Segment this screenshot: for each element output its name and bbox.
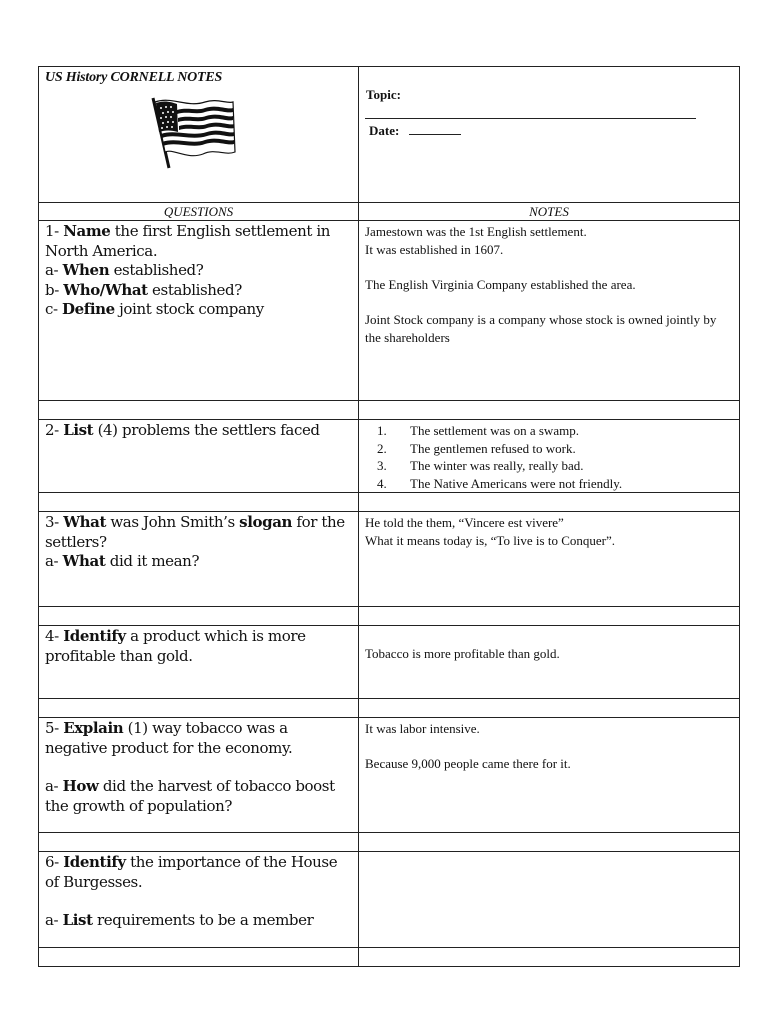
question-cell: [39, 852, 359, 948]
question-text-segment: a-: [45, 552, 63, 570]
spacer-cell: [39, 401, 359, 420]
question-text-segment: joint stock company: [114, 300, 264, 318]
notes-text: [359, 718, 739, 773]
date-label: Date:: [369, 123, 400, 138]
question-line: [45, 222, 354, 261]
notes-line: Tobacco is more profitable than gold.: [365, 646, 560, 661]
notes-line: It was labor intensive.: [365, 721, 480, 736]
notes-cell: [359, 852, 740, 948]
notes-list-item: [365, 457, 733, 475]
spacer-cell: [359, 833, 740, 852]
question-keyword: Identify: [63, 853, 126, 871]
question-line: [45, 853, 354, 892]
question-text-segment: was John Smith’s: [106, 513, 240, 531]
notes-list-item: [365, 440, 733, 458]
spacer-row: [39, 401, 740, 420]
list-item-text: The winter was really, really bad.: [410, 458, 584, 473]
cornell-notes-table: [38, 66, 740, 967]
question-text-segment: established?: [147, 280, 242, 299]
spacer-row: [39, 699, 740, 718]
question-cell: [39, 420, 359, 493]
question-text-segment: (4) problems the settlers faced: [93, 421, 320, 439]
column-header-row: [39, 203, 740, 221]
header-row: [39, 67, 740, 203]
spacer-row: [39, 607, 740, 626]
question-keyword: What: [63, 513, 106, 531]
notes-line: Joint Stock company is a company whose stock is owned jointly by the shareholders: [365, 312, 717, 345]
question-text-segment: for the settlers?: [45, 513, 345, 551]
notes-cell: [359, 221, 740, 401]
spacer-cell: [39, 948, 359, 967]
question-text-segment: c-: [45, 300, 63, 318]
question-cell: [39, 221, 359, 401]
spacer-cell: [359, 948, 740, 967]
question-text-segment: 1-: [45, 222, 64, 240]
topic-label: Topic:: [366, 87, 401, 102]
question-text-segment: b-: [45, 280, 64, 299]
notes-list-item: [365, 475, 733, 493]
question-text-segment: established?: [109, 261, 204, 279]
american-flag-icon: [147, 94, 239, 170]
notes-line: It was established in 1607.: [365, 242, 504, 257]
question-text-segment: 2-: [45, 421, 64, 439]
notes-gap: [365, 628, 733, 645]
sheet-title: US History CORNELL NOTES: [45, 70, 223, 85]
question-row-5: [39, 718, 740, 833]
notes-line: Because 9,000 people came there for it.: [365, 756, 571, 771]
question-text-segment: 4-: [45, 627, 64, 645]
question-keyword: How: [62, 777, 99, 795]
notes-list: [365, 422, 733, 492]
question-text-segment: a-: [45, 911, 63, 929]
notes-gap: [365, 294, 733, 311]
list-number: 2.: [377, 440, 387, 456]
notes-line: Jamestown was the 1st English settlement.: [365, 224, 587, 239]
spacer-cell: [359, 493, 740, 512]
question-line: [45, 758, 354, 777]
spacer-cell: [359, 607, 740, 626]
question-keyword: slogan: [239, 513, 293, 531]
spacer-row: [39, 493, 740, 512]
question-cell: [39, 512, 359, 607]
question-text-segment: the importance of the House of Burgesses.: [45, 853, 338, 891]
question-line: [45, 719, 354, 758]
question-keyword: Identify: [63, 627, 126, 645]
header-topic-cell: [359, 67, 740, 203]
notes-cell: [359, 718, 740, 833]
spacer-cell: [39, 493, 359, 512]
question-text-segment: 5-: [45, 719, 64, 737]
notes-text: [359, 852, 739, 854]
question-text-segment: a product which is more profitable than gold.: [45, 627, 306, 665]
header-title-cell: [39, 67, 359, 203]
question-line: [45, 513, 354, 552]
spacer-cell: [39, 833, 359, 852]
notes-line: He told the them, “Vincere est vivere”: [365, 515, 564, 530]
question-row-3: [39, 512, 740, 607]
question-line: [45, 281, 354, 301]
question-line: [45, 892, 354, 911]
date-row: [359, 119, 739, 139]
spacer-cell: [39, 607, 359, 626]
notes-cell: [359, 420, 740, 493]
notes-line: What it means today is, “To live is to Conquer”.: [365, 533, 616, 548]
spacer-cell: [359, 401, 740, 420]
question-line: [45, 911, 354, 931]
question-text: [39, 221, 358, 320]
notes-text: [359, 512, 739, 550]
question-line: [45, 627, 354, 666]
date-blank-line: [409, 124, 461, 135]
question-cell: [39, 626, 359, 699]
question-keyword: Define: [62, 300, 115, 318]
question-text-segment: the first English settlement in North America.: [45, 222, 331, 260]
question-text-segment: requirements to be a member: [92, 911, 314, 929]
question-line: [45, 261, 354, 281]
question-keyword: Who/What: [63, 280, 148, 299]
spacer-row: [39, 833, 740, 852]
question-cell: [39, 718, 359, 833]
question-text-segment: did the harvest of tobacco boost the growth of population?: [45, 777, 335, 815]
question-line: [45, 777, 354, 816]
list-number: 1.: [377, 423, 387, 438]
question-keyword: What: [62, 552, 106, 570]
notes-gap: [365, 259, 733, 276]
question-row-1: [39, 221, 740, 401]
question-text-segment: 3-: [45, 513, 64, 531]
notes-text: [359, 626, 739, 663]
question-line: [45, 300, 354, 320]
question-text-segment: 6-: [45, 853, 64, 871]
question-keyword: List: [63, 421, 94, 439]
notes-gap: [365, 738, 733, 755]
notes-cell: [359, 512, 740, 607]
list-item-text: The Native Americans were not friendly.: [410, 475, 623, 491]
notes-text: [359, 221, 739, 347]
notes-text: [359, 420, 739, 492]
question-line: [45, 552, 354, 572]
question-line: [45, 421, 354, 441]
question-text: [39, 626, 358, 666]
spacer-cell: [359, 699, 740, 718]
notes-list-item: [365, 422, 733, 440]
notes-column-header: NOTES: [359, 203, 740, 221]
list-item-text: The settlement was on a swamp.: [410, 423, 579, 438]
spacer-cell: [39, 699, 359, 718]
question-text-segment: a-: [45, 777, 63, 795]
list-number: 3.: [377, 458, 387, 473]
flag-wrap: [39, 86, 358, 174]
question-row-2: [39, 420, 740, 493]
notes-cell: [359, 626, 740, 699]
question-text: [39, 852, 358, 931]
question-keyword: Explain: [63, 719, 124, 737]
question-text: [39, 512, 358, 572]
question-keyword: When: [62, 261, 110, 279]
question-keyword: Name: [63, 222, 111, 240]
question-row-6: [39, 852, 740, 948]
questions-column-header: QUESTIONS: [39, 203, 359, 221]
question-text-segment: did it mean?: [105, 552, 200, 570]
question-keyword: List: [62, 911, 93, 929]
question-text-segment: a-: [45, 261, 63, 279]
question-row-4: [39, 626, 740, 699]
list-number: 4.: [377, 475, 387, 491]
question-text: [39, 420, 358, 441]
question-text-segment: (1) way tobacco was a negative product for the economy.: [45, 719, 293, 757]
cornell-notes-sheet: [38, 66, 738, 967]
list-item-text: The gentlemen refused to work.: [410, 440, 576, 456]
notes-line: The English Virginia Company established the area.: [365, 277, 636, 292]
spacer-row: [39, 948, 740, 967]
question-text: [39, 718, 358, 816]
